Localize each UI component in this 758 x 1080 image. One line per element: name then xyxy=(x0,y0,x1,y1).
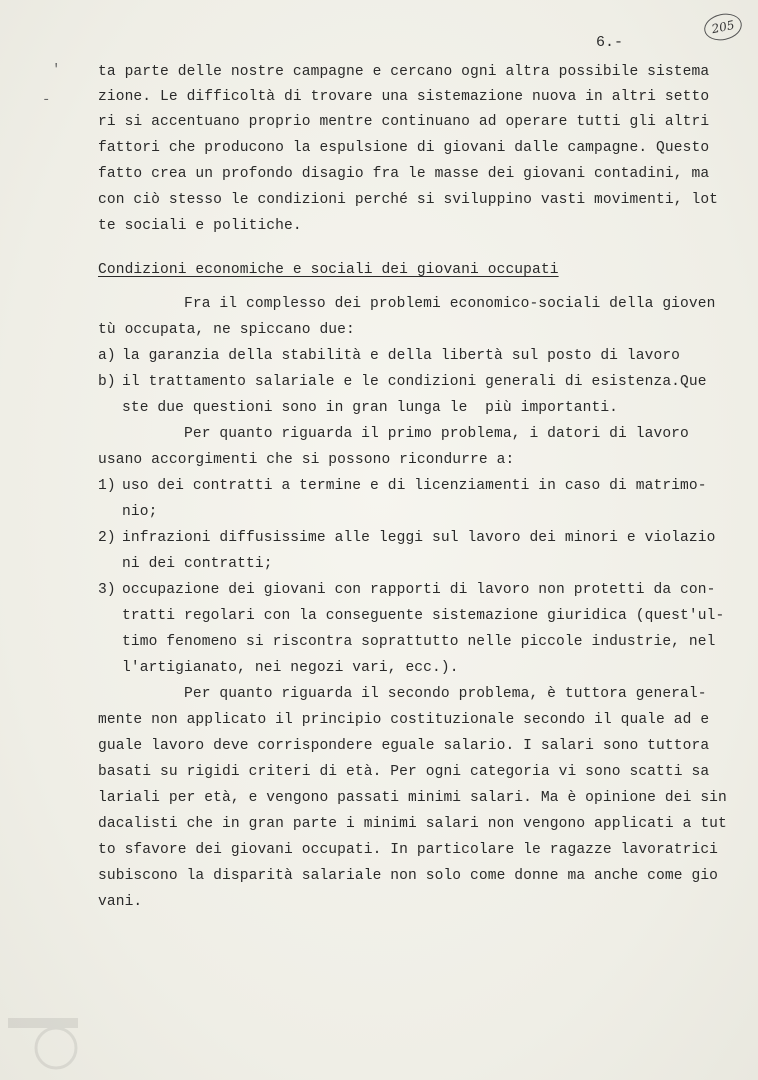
list-item-line: ni dei contratti; xyxy=(122,556,273,572)
text-line: tù occupata, ne spiccano due: xyxy=(98,322,355,338)
list-marker: b) xyxy=(98,374,116,390)
list-item-line: timo fenomeno si riscontra soprattutto nelle piccole industrie, nel xyxy=(122,634,716,650)
margin-mark: ' xyxy=(52,62,61,78)
text-line: Fra il complesso dei problemi economico-sociali della gioven xyxy=(184,296,716,312)
list-item-line: infrazioni diffusissime alle leggi sul lavoro dei minori e violazio xyxy=(122,530,716,546)
list-item-line: uso dei contratti a termine e di licenziamenti in caso di matrimo- xyxy=(122,478,707,494)
text-line: ri si accentuano proprio mentre continuano ad operare tutti gli altri xyxy=(98,114,710,130)
text-line: zione. Le difficoltà di trovare una sistemazione nuova in altri setto xyxy=(98,89,710,105)
text-line: fattori che producono la espulsione di giovani dalle campagne. Questo xyxy=(98,140,710,156)
text-line: te sociali e politiche. xyxy=(98,218,302,234)
text-line: mente non applicato il principio costituzionale secondo il quale ad e xyxy=(98,712,710,728)
section-heading: Condizioni economiche e sociali dei giovani occupati xyxy=(98,262,559,278)
archive-watermark-icon xyxy=(8,1000,88,1070)
list-marker: 2) xyxy=(98,530,116,546)
list-item-line: tratti regolari con la conseguente sistemazione giuridica (quest'ul- xyxy=(122,608,725,624)
list-item-line: la garanzia della stabilità e della libertà sul posto di lavoro xyxy=(122,348,681,364)
list-item-line: il trattamento salariale e le condizioni generali di esistenza.Que xyxy=(122,374,707,390)
margin-mark: - xyxy=(42,92,51,108)
text-line: Per quanto riguarda il secondo problema, è tuttora general- xyxy=(184,686,707,702)
text-line: basati su rigidi criteri di età. Per ogni categoria vi sono scatti sa xyxy=(98,764,710,780)
list-item-line: nio; xyxy=(122,504,158,520)
list-marker: a) xyxy=(98,348,116,364)
list-item-line: occupazione dei giovani con rapporti di lavoro non protetti da con- xyxy=(122,582,716,598)
text-line: con ciò stesso le condizioni perché si sviluppino vasti movimenti, lot xyxy=(98,192,719,208)
text-line: ta parte delle nostre campagne e cercano ogni altra possibile sistema xyxy=(98,64,710,80)
text-line: dacalisti che in gran parte i minimi salari non vengono applicati a tut xyxy=(98,816,727,832)
list-item-line: ste due questioni sono in gran lunga le più importanti. xyxy=(122,400,619,416)
text-line: to sfavore dei giovani occupati. In particolare le ragazze lavoratrici xyxy=(98,842,719,858)
list-marker: 1) xyxy=(98,478,116,494)
list-marker: 3) xyxy=(98,582,116,598)
text-line: guale lavoro deve corrispondere eguale salario. I salari sono tuttora xyxy=(98,738,710,754)
text-line: usano accorgimenti che si possono ricondurre a: xyxy=(98,452,515,468)
archive-stamp: 205 xyxy=(702,10,745,43)
text-line: subiscono la disparità salariale non solo come donne ma anche come gio xyxy=(98,868,719,884)
text-line: Per quanto riguarda il primo problema, i datori di lavoro xyxy=(184,426,689,442)
text-line: lariali per età, e vengono passati minimi salari. Ma è opinione dei sin xyxy=(98,790,727,806)
list-item-line: l'artigianato, nei negozi vari, ecc.). xyxy=(122,660,459,676)
page-number: 6.- xyxy=(596,34,624,51)
text-line: vani. xyxy=(98,894,143,910)
text-line: fatto crea un profondo disagio fra le masse dei giovani contadini, ma xyxy=(98,166,710,182)
